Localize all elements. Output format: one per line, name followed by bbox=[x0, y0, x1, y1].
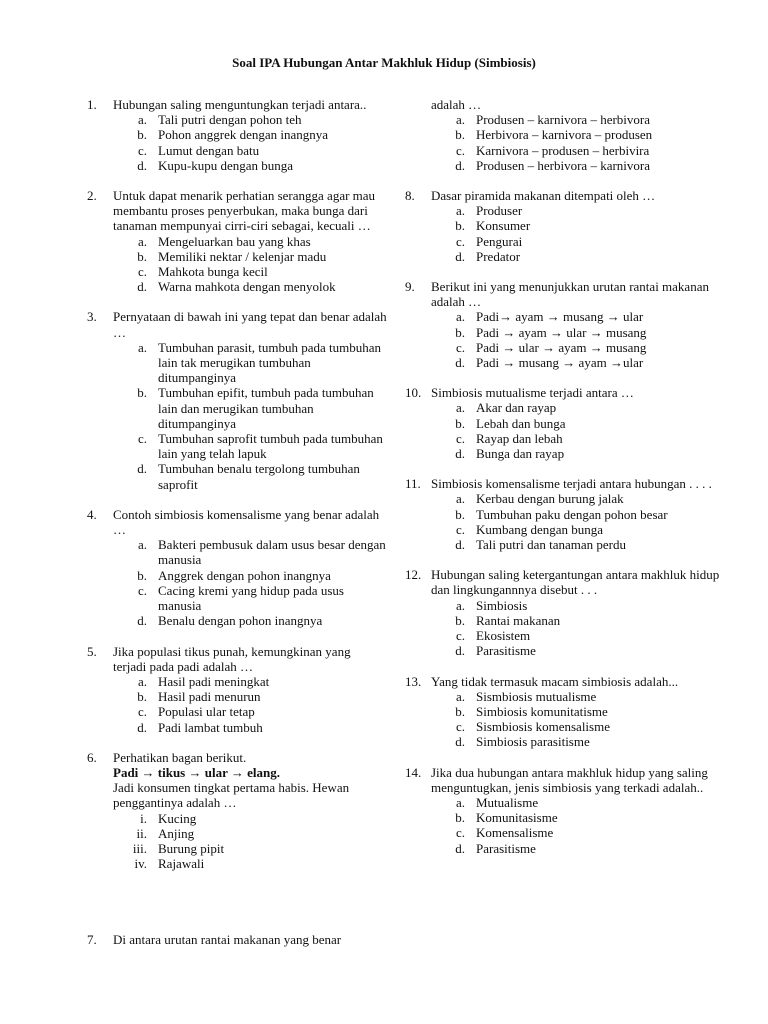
option-label: c. bbox=[137, 582, 147, 598]
option-text: Lebah dan bunga bbox=[476, 415, 566, 431]
answer-option bbox=[431, 416, 725, 431]
answer-option bbox=[113, 674, 387, 689]
question-text: Berikut ini yang menunjukkan urutan rantai makanan adalah … bbox=[431, 279, 709, 310]
option-text: Burung pipit bbox=[158, 840, 225, 856]
option-text: Tumbuhan epifit, tumbuh pada tumbuhan lain dan merugikan tumbuhan ditumpanginya bbox=[158, 385, 374, 431]
option-text: Produsen – herbivora – karnivora bbox=[476, 157, 651, 173]
option-label: c. bbox=[455, 430, 465, 446]
question-body bbox=[113, 507, 387, 629]
answer-option bbox=[431, 704, 725, 719]
question-body bbox=[431, 567, 725, 658]
question-body bbox=[113, 750, 387, 872]
option-label: b. bbox=[455, 810, 465, 826]
answer-option bbox=[431, 810, 725, 825]
answer-option bbox=[113, 340, 387, 386]
option-text: Memiliki nektar / kelenjar madu bbox=[158, 248, 327, 264]
question-spacer bbox=[405, 173, 725, 188]
answer-option bbox=[113, 143, 387, 158]
question-body bbox=[113, 644, 387, 735]
question-text-continued: adalah … bbox=[431, 97, 482, 112]
option-label: a. bbox=[455, 794, 465, 810]
option-label: c. bbox=[455, 628, 465, 644]
option-text: Simbiosis bbox=[476, 597, 528, 613]
option-text: Ekosistem bbox=[476, 628, 531, 644]
option-text: Mahkota bunga kecil bbox=[158, 264, 268, 280]
option-label: iii. bbox=[132, 840, 147, 856]
option-text: Konsumer bbox=[476, 218, 531, 234]
answer-option bbox=[113, 264, 387, 279]
option-text: Komensalisme bbox=[476, 825, 554, 841]
answer-options bbox=[431, 598, 725, 659]
answer-option bbox=[113, 583, 387, 613]
question-number: 4. bbox=[87, 506, 97, 522]
option-label: d. bbox=[137, 613, 147, 629]
option-label: c. bbox=[137, 431, 147, 447]
question-body bbox=[431, 188, 725, 264]
option-label: d. bbox=[455, 446, 465, 462]
option-text: Tumbuhan paku dengan pohon besar bbox=[476, 506, 668, 522]
answer-option bbox=[431, 355, 725, 370]
option-label: d. bbox=[455, 537, 465, 553]
option-label: b. bbox=[455, 324, 465, 340]
answer-option bbox=[431, 491, 725, 506]
option-label: ii. bbox=[136, 825, 147, 841]
question-item bbox=[405, 567, 725, 658]
option-label: d. bbox=[455, 734, 465, 750]
question-spacer bbox=[87, 735, 387, 750]
question-item bbox=[87, 750, 387, 872]
answer-option bbox=[113, 127, 387, 142]
question-item bbox=[87, 97, 387, 173]
option-label: c. bbox=[455, 142, 465, 158]
answer-option bbox=[431, 400, 725, 415]
answer-options bbox=[113, 811, 387, 872]
answer-option bbox=[431, 158, 725, 173]
question-text: Yang tidak termasuk macam simbiosis adalah... bbox=[431, 673, 679, 689]
option-text: Tumbuhan benalu tergolong tumbuhan saprofit bbox=[158, 461, 360, 492]
question-number-spacer bbox=[405, 97, 431, 173]
question-item bbox=[87, 188, 387, 294]
option-text: Mutualisme bbox=[476, 794, 539, 810]
question-text-continued: Jadi konsumen tingkat pertama habis. Hewan penggantinya adalah … bbox=[113, 780, 350, 811]
question-number: 2. bbox=[87, 188, 97, 204]
option-text: Kerbau dengan burung jalak bbox=[476, 491, 624, 507]
question-item bbox=[87, 932, 387, 947]
option-label: b. bbox=[455, 506, 465, 522]
answer-options bbox=[113, 674, 387, 735]
question-item bbox=[405, 765, 725, 856]
answer-option bbox=[431, 537, 725, 552]
answer-option bbox=[431, 719, 725, 734]
question-item bbox=[87, 309, 387, 491]
answer-option bbox=[431, 325, 725, 340]
answer-option bbox=[431, 249, 725, 264]
question-number: 11. bbox=[405, 476, 421, 492]
option-text: Parasitisme bbox=[476, 643, 536, 659]
question-text: Perhatikan bagan berikut. bbox=[113, 749, 247, 765]
option-label: b. bbox=[455, 218, 465, 234]
option-label: c. bbox=[455, 233, 465, 249]
question-number: 14. bbox=[405, 764, 422, 780]
answer-option bbox=[431, 340, 725, 355]
question-body bbox=[113, 932, 387, 947]
answer-option bbox=[431, 446, 725, 461]
option-label: d. bbox=[455, 643, 465, 659]
question-body bbox=[431, 279, 725, 370]
option-text: Kucing bbox=[158, 810, 197, 826]
answer-option bbox=[431, 507, 725, 522]
answer-option bbox=[113, 385, 387, 431]
food-chain-text: Padi → tikus → ular → elang. bbox=[113, 764, 280, 780]
option-text: Padi lambat tumbuh bbox=[158, 719, 263, 735]
answer-options bbox=[113, 340, 387, 492]
question-number: 9. bbox=[405, 279, 415, 295]
answer-options bbox=[431, 203, 725, 264]
answer-options bbox=[113, 112, 387, 173]
option-label: a. bbox=[455, 597, 465, 613]
answer-option bbox=[113, 461, 387, 491]
option-label: d. bbox=[455, 248, 465, 264]
answer-option bbox=[113, 279, 387, 294]
question-number: 10. bbox=[405, 385, 422, 401]
option-label: d. bbox=[455, 157, 465, 173]
option-text: Populasi ular tetap bbox=[158, 704, 255, 720]
page-title: Soal IPA Hubungan Antar Makhluk Hidup (Simbiosis) bbox=[232, 55, 536, 70]
option-text: Sismbiosis mutualisme bbox=[476, 688, 597, 704]
option-label: a. bbox=[455, 112, 465, 128]
option-text: Hasil padi menurun bbox=[158, 689, 261, 705]
question-number: 13. bbox=[405, 673, 422, 689]
answer-option bbox=[113, 704, 387, 719]
question-number: 12. bbox=[405, 567, 422, 583]
question-text: Hubungan saling ketergantungan antara makhluk hidup dan lingkungannnya disebut . . . bbox=[431, 567, 720, 598]
option-label: b. bbox=[137, 567, 147, 583]
answer-option bbox=[113, 537, 387, 567]
question-continuation bbox=[405, 97, 725, 173]
option-text: Cacing kremi yang hidup pada usus manusia bbox=[158, 582, 344, 614]
question-number: 8. bbox=[405, 188, 415, 204]
question-spacer bbox=[87, 294, 387, 309]
answer-option bbox=[113, 841, 387, 856]
answer-option bbox=[431, 234, 725, 249]
option-label: a. bbox=[455, 400, 465, 416]
question-body bbox=[431, 476, 725, 552]
option-label: c. bbox=[137, 264, 147, 280]
question-spacer bbox=[405, 552, 725, 567]
option-label: a. bbox=[137, 233, 147, 249]
option-text: Akar dan rayap bbox=[476, 400, 557, 416]
left-column bbox=[87, 97, 387, 947]
question-spacer bbox=[87, 173, 387, 188]
question-item bbox=[87, 507, 387, 629]
right-column bbox=[405, 97, 725, 856]
question-body-continued bbox=[431, 97, 725, 173]
option-text: Bakteri pembusuk dalam usus besar dengan manusia bbox=[158, 537, 386, 568]
question-item bbox=[87, 644, 387, 735]
option-label: a. bbox=[455, 688, 465, 704]
question-body bbox=[113, 309, 387, 491]
question-number: 3. bbox=[87, 309, 97, 325]
answer-options bbox=[431, 491, 725, 552]
answer-option bbox=[431, 598, 725, 613]
answer-option bbox=[431, 218, 725, 233]
question-body bbox=[113, 188, 387, 294]
question-text: Untuk dapat menarik perhatian serangga agar mau membantu proses penyerbukan, maka bunga dari tanaman mempunyai cirri-ciri sebagai, kecuali … bbox=[113, 188, 376, 234]
answer-options bbox=[113, 234, 387, 295]
question-spacer bbox=[405, 370, 725, 385]
option-label: a. bbox=[455, 491, 465, 507]
option-label: a. bbox=[137, 339, 147, 355]
option-label: b. bbox=[137, 248, 147, 264]
answer-options bbox=[431, 400, 725, 461]
option-text: Pengurai bbox=[476, 233, 523, 249]
option-text: Rajawali bbox=[158, 856, 205, 872]
answer-option bbox=[431, 522, 725, 537]
option-label: a. bbox=[137, 537, 147, 553]
option-text: Predator bbox=[476, 248, 521, 264]
question-number: 5. bbox=[87, 643, 97, 659]
answer-options bbox=[431, 309, 725, 370]
question-body bbox=[431, 765, 725, 856]
question-item bbox=[405, 188, 725, 264]
answer-option bbox=[431, 613, 725, 628]
question-item bbox=[405, 279, 725, 370]
question-text: Simbiosis mutualisme terjadi antara … bbox=[431, 385, 634, 401]
question-item bbox=[405, 385, 725, 461]
answer-option bbox=[113, 613, 387, 628]
answer-option bbox=[431, 841, 725, 856]
option-text: Simbiosis komunitatisme bbox=[476, 703, 608, 719]
option-text: Warna mahkota dengan menyolok bbox=[158, 279, 336, 295]
answer-option bbox=[113, 158, 387, 173]
option-text: Pohon anggrek dengan inangnya bbox=[158, 127, 329, 143]
option-label: d. bbox=[137, 461, 147, 477]
answer-option bbox=[431, 734, 725, 749]
option-text: Anggrek dengan pohon inangnya bbox=[158, 567, 331, 583]
option-text: Rayap dan lebah bbox=[476, 430, 563, 446]
option-label: b. bbox=[455, 612, 465, 628]
option-text: Karnivora – produsen – herbivira bbox=[476, 142, 650, 158]
option-text: Simbiosis parasitisme bbox=[476, 734, 590, 750]
option-label: b. bbox=[137, 127, 147, 143]
option-text: Padi → ular → ayam → musang bbox=[476, 339, 647, 355]
answer-options bbox=[431, 689, 725, 750]
option-label: i. bbox=[140, 810, 147, 826]
question-body bbox=[431, 674, 725, 750]
question-text: Dasar piramida makanan ditempati oleh … bbox=[431, 188, 656, 204]
option-text: Bunga dan rayap bbox=[476, 446, 565, 462]
question-text: Hubungan saling menguntungkan terjadi antara.. bbox=[113, 97, 367, 112]
question-body bbox=[113, 97, 387, 173]
answer-option bbox=[431, 203, 725, 218]
option-text: Komunitasisme bbox=[476, 810, 558, 826]
option-label: a. bbox=[455, 309, 465, 325]
option-label: b. bbox=[455, 415, 465, 431]
answer-option bbox=[113, 720, 387, 735]
question-text: Jika dua hubungan antara makhluk hidup yang saling menguntugkan, jenis simbiosis yang terkadi adalah.. bbox=[431, 764, 708, 795]
answer-options bbox=[431, 112, 725, 173]
question-text: Simbiosis komensalisme terjadi antara hubungan . . . . bbox=[431, 476, 712, 492]
option-text: Tumbuhan parasit, tumbuh pada tumbuhan lain tak merugikan tumbuhan ditumpanginya bbox=[158, 339, 382, 386]
option-text: Lumut dengan batu bbox=[158, 142, 260, 158]
option-text: Anjing bbox=[158, 825, 195, 841]
question-number: 1. bbox=[87, 97, 97, 112]
answer-option bbox=[431, 795, 725, 810]
question-spacer bbox=[405, 264, 725, 279]
option-text: Tumbuhan saprofit tumbuh pada tumbuhan lain yang telah lapuk bbox=[158, 431, 383, 462]
option-label: iv. bbox=[134, 856, 147, 872]
question-number: 6. bbox=[87, 749, 97, 765]
answer-option bbox=[431, 127, 725, 142]
option-text: Produser bbox=[476, 203, 523, 219]
question-text: Jika populasi tikus punah, kemungkinan yang terjadi pada padi adalah … bbox=[113, 643, 351, 674]
answer-option bbox=[113, 249, 387, 264]
answer-option bbox=[431, 825, 725, 840]
option-text: Kumbang dengan bunga bbox=[476, 521, 604, 537]
option-label: d. bbox=[455, 355, 465, 371]
option-text: Rantai makanan bbox=[476, 612, 561, 628]
question-spacer bbox=[405, 461, 725, 476]
question-item bbox=[405, 476, 725, 552]
option-label: a. bbox=[137, 673, 147, 689]
answer-option bbox=[431, 628, 725, 643]
option-text: Benalu dengan pohon inangnya bbox=[158, 613, 323, 629]
answer-option bbox=[431, 689, 725, 704]
answer-option bbox=[113, 856, 387, 871]
option-label: c. bbox=[455, 719, 465, 735]
question-number: 7. bbox=[87, 932, 97, 947]
option-label: c. bbox=[137, 142, 147, 158]
option-label: c. bbox=[455, 825, 465, 841]
option-label: c. bbox=[137, 704, 147, 720]
answer-option bbox=[113, 811, 387, 826]
answer-option bbox=[113, 234, 387, 249]
answer-option bbox=[113, 568, 387, 583]
option-text: Herbivora – karnivora – produsen bbox=[476, 127, 653, 143]
answer-option bbox=[431, 143, 725, 158]
option-label: b. bbox=[137, 385, 147, 401]
option-label: c. bbox=[455, 339, 465, 355]
question-text: Contoh simbiosis komensalisme yang benar adalah … bbox=[113, 506, 380, 538]
option-label: b. bbox=[137, 689, 147, 705]
question-spacer bbox=[87, 492, 387, 507]
answer-option bbox=[431, 112, 725, 127]
answer-option bbox=[113, 431, 387, 461]
option-label: a. bbox=[455, 203, 465, 219]
option-text: Tali putri dengan pohon teh bbox=[158, 112, 302, 128]
question-spacer bbox=[87, 629, 387, 644]
question-body bbox=[431, 385, 725, 461]
option-text: Parasitisme bbox=[476, 840, 536, 856]
option-label: b. bbox=[455, 127, 465, 143]
question-spacer bbox=[405, 659, 725, 674]
answer-option bbox=[431, 431, 725, 446]
option-label: d. bbox=[455, 840, 465, 856]
option-label: d. bbox=[137, 157, 147, 173]
answer-option bbox=[113, 112, 387, 127]
option-text: Hasil padi meningkat bbox=[158, 673, 270, 689]
question-item bbox=[405, 674, 725, 750]
option-label: a. bbox=[137, 112, 147, 128]
option-text: Mengeluarkan bau yang khas bbox=[158, 233, 311, 249]
question-text: Pernyataan di bawah ini yang tepat dan benar adalah … bbox=[113, 309, 387, 340]
option-label: d. bbox=[137, 719, 147, 735]
answer-options bbox=[113, 537, 387, 628]
answer-option bbox=[431, 309, 725, 324]
question-text: Di antara urutan rantai makanan yang benar bbox=[113, 932, 342, 947]
option-text: Produsen – karnivora – herbivora bbox=[476, 112, 651, 128]
option-text: Kupu-kupu dengan bunga bbox=[158, 157, 294, 173]
option-text: Sismbiosis komensalisme bbox=[476, 719, 610, 735]
option-label: c. bbox=[455, 521, 465, 537]
answer-options bbox=[431, 795, 725, 856]
option-text: Padi → ayam → ular → musang bbox=[476, 324, 647, 340]
option-label: d. bbox=[137, 279, 147, 295]
answer-option bbox=[113, 826, 387, 841]
answer-option bbox=[431, 643, 725, 658]
option-label: b. bbox=[455, 703, 465, 719]
option-text: Padi→ ayam → musang → ular bbox=[476, 309, 644, 325]
answer-option bbox=[113, 689, 387, 704]
option-text: Tali putri dan tanaman perdu bbox=[476, 537, 626, 553]
option-text: Padi → musang → ayam →ular bbox=[476, 355, 644, 371]
question-spacer bbox=[405, 750, 725, 765]
